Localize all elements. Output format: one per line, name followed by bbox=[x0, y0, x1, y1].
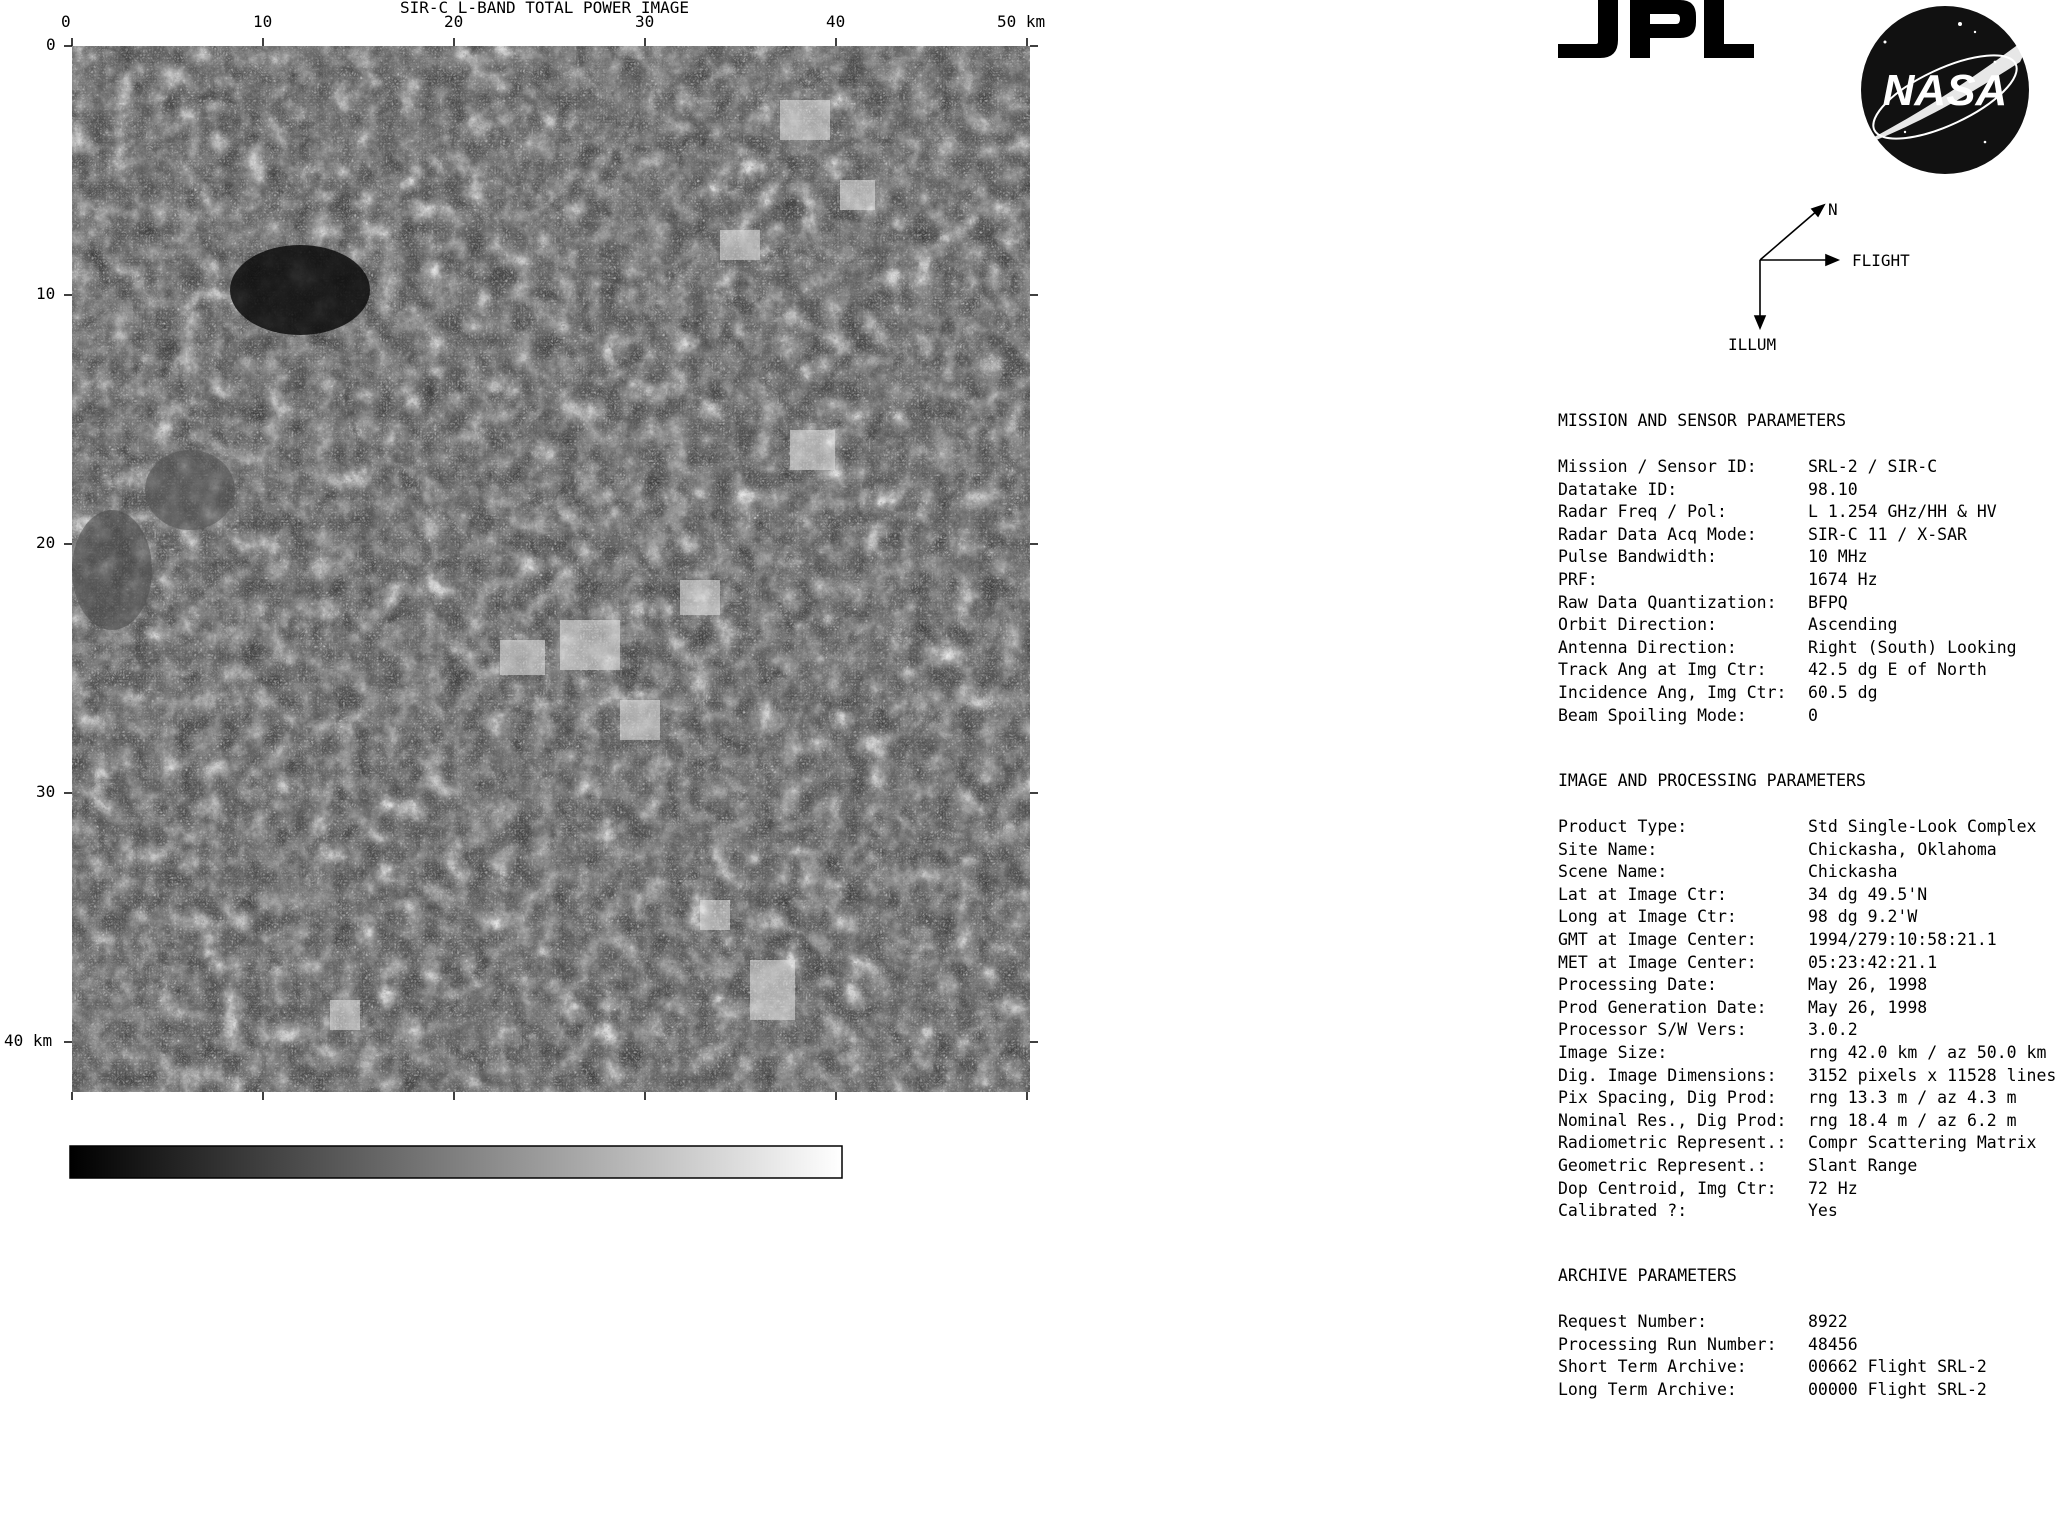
smooth-patch bbox=[72, 510, 152, 630]
param-label: Long at Image Ctr: bbox=[1558, 907, 1737, 927]
param-value: 48456 bbox=[1808, 1334, 1858, 1354]
param-label: Image Size: bbox=[1558, 1043, 1668, 1062]
reservoir bbox=[230, 245, 370, 335]
param-label: Product Type: bbox=[1558, 817, 1688, 836]
param-value: Chickasha bbox=[1808, 862, 1898, 882]
param-row bbox=[1558, 593, 2048, 615]
param-label: Processing Date: bbox=[1558, 975, 1717, 995]
param-label: Pix Spacing, Dig Prod: bbox=[1558, 1088, 1777, 1108]
param-row bbox=[1558, 638, 2048, 660]
x-tick-label: 10 bbox=[253, 12, 273, 31]
param-row bbox=[1558, 1357, 2048, 1379]
param-label: Processor S/W Vers: bbox=[1558, 1020, 1747, 1040]
y-tick-label: 10 bbox=[36, 284, 56, 303]
y-tick-label: 30 bbox=[36, 782, 56, 801]
x-tick-label: 50 km bbox=[997, 12, 1046, 31]
param-row bbox=[1558, 953, 2048, 975]
param-value: Yes bbox=[1808, 1201, 1838, 1221]
param-value: L 1.254 GHz/HH & HV bbox=[1808, 502, 1997, 522]
param-value: 42.5 dg E of North bbox=[1808, 660, 1987, 680]
param-row bbox=[1558, 570, 2048, 592]
param-label: Orbit Direction: bbox=[1558, 615, 1717, 635]
section-title-image: IMAGE AND PROCESSING PARAMETERS bbox=[1558, 771, 1866, 790]
figure-graphics bbox=[0, 0, 1060, 1200]
param-row bbox=[1558, 930, 2048, 952]
param-label: Site Name: bbox=[1558, 839, 1658, 859]
flight-arrowhead bbox=[1826, 255, 1838, 265]
x-tick-label: 0 bbox=[61, 12, 71, 31]
param-row bbox=[1558, 683, 2048, 705]
param-row bbox=[1558, 907, 2048, 929]
param-row bbox=[1558, 840, 2048, 862]
smooth-patch bbox=[145, 450, 235, 530]
param-row bbox=[1558, 975, 2048, 997]
x-tick-label: 30 bbox=[635, 12, 655, 31]
param-value: BFPQ bbox=[1808, 592, 1848, 612]
param-value: 3152 pixels x 11528 lines bbox=[1808, 1065, 2056, 1085]
param-value: Right (South) Looking bbox=[1808, 637, 2017, 657]
param-label: Scene Name: bbox=[1558, 862, 1668, 882]
param-row bbox=[1558, 1201, 2048, 1223]
section-title-archive: ARCHIVE PARAMETERS bbox=[1558, 1266, 1737, 1285]
nasa-logo-text: NASA bbox=[1882, 66, 2008, 115]
flight-label: FLIGHT bbox=[1852, 251, 1910, 270]
param-value: 60.5 dg bbox=[1808, 683, 1878, 702]
param-label: Calibrated ?: bbox=[1558, 1201, 1688, 1221]
grayscale-colorbar bbox=[70, 1146, 842, 1178]
param-value: 34 dg 49.5'N bbox=[1808, 884, 1928, 904]
param-value: 05:23:42:21.1 bbox=[1808, 952, 1938, 972]
param-label: Radiometric Represent.: bbox=[1558, 1133, 1787, 1153]
param-row bbox=[1558, 547, 2048, 569]
param-row bbox=[1558, 1133, 2048, 1155]
radar-figure bbox=[0, 0, 1060, 1200]
param-value: SRL-2 / SIR-C bbox=[1808, 457, 1938, 476]
param-label: Request Number: bbox=[1558, 1312, 1708, 1331]
param-row bbox=[1558, 998, 2048, 1020]
param-row bbox=[1558, 706, 2048, 728]
param-value: 8922 bbox=[1808, 1312, 1848, 1331]
param-label: Datatake ID: bbox=[1558, 479, 1678, 499]
orientation-diagram bbox=[1728, 190, 1958, 354]
param-value: 98.10 bbox=[1808, 479, 1858, 499]
param-label: Beam Spoiling Mode: bbox=[1558, 705, 1747, 725]
param-label: Radar Data Acq Mode: bbox=[1558, 524, 1757, 544]
param-value: rng 42.0 km / az 50.0 km bbox=[1808, 1043, 2047, 1062]
param-row bbox=[1558, 862, 2048, 884]
param-label: Processing Run Number: bbox=[1558, 1334, 1777, 1354]
param-row bbox=[1558, 885, 2048, 907]
param-row bbox=[1558, 457, 2048, 479]
param-row bbox=[1558, 1088, 2048, 1110]
param-label: Mission / Sensor ID: bbox=[1558, 457, 1757, 476]
figure-title: SIR-C L-BAND TOTAL POWER IMAGE bbox=[400, 0, 689, 17]
param-label: GMT at Image Center: bbox=[1558, 930, 1757, 949]
param-label: PRF: bbox=[1558, 570, 1598, 589]
param-value: rng 13.3 m / az 4.3 m bbox=[1808, 1088, 2017, 1108]
param-row bbox=[1558, 1043, 2048, 1065]
section-title-mission: MISSION AND SENSOR PARAMETERS bbox=[1558, 411, 1847, 430]
param-value: 3.0.2 bbox=[1808, 1020, 1858, 1040]
param-row bbox=[1558, 615, 2048, 637]
y-tick-label: 20 bbox=[36, 533, 56, 552]
parameters-sidebar bbox=[1558, 0, 2056, 1536]
param-label: Pulse Bandwidth: bbox=[1558, 547, 1717, 567]
param-row bbox=[1558, 1111, 2048, 1133]
param-label: Raw Data Quantization: bbox=[1558, 592, 1777, 612]
param-value: 0 bbox=[1808, 705, 1818, 725]
param-value: Slant Range bbox=[1808, 1156, 1918, 1175]
param-value: May 26, 1998 bbox=[1808, 997, 1928, 1017]
param-row bbox=[1558, 1065, 2056, 1088]
param-label: Dop Centroid, Img Ctr: bbox=[1558, 1178, 1777, 1198]
y-tick-label: 0 bbox=[46, 35, 56, 54]
x-tick-label: 20 bbox=[444, 12, 464, 31]
illum-arrowhead bbox=[1755, 316, 1765, 328]
param-value: Chickasha, Oklahoma bbox=[1808, 839, 1997, 859]
y-tick-label: 40 km bbox=[4, 1031, 53, 1050]
param-row bbox=[1558, 480, 2048, 502]
param-label: Geometric Represent.: bbox=[1558, 1156, 1767, 1175]
param-row bbox=[1558, 1020, 2048, 1042]
radar-image-texture bbox=[72, 46, 1030, 1092]
param-row bbox=[1558, 502, 2048, 524]
param-label: Lat at Image Ctr: bbox=[1558, 884, 1727, 904]
param-value: 1674 Hz bbox=[1808, 570, 1878, 589]
param-label: Prod Generation Date: bbox=[1558, 997, 1767, 1017]
param-value: 98 dg 9.2'W bbox=[1808, 907, 1918, 927]
param-row bbox=[1558, 1156, 2048, 1178]
param-row bbox=[1558, 660, 2048, 682]
param-label: MET at Image Center: bbox=[1558, 952, 1757, 972]
param-value: rng 18.4 m / az 6.2 m bbox=[1808, 1110, 2017, 1130]
param-label: Antenna Direction: bbox=[1558, 637, 1737, 657]
x-tick-label: 40 bbox=[826, 12, 846, 31]
param-value: 1994/279:10:58:21.1 bbox=[1808, 930, 1997, 949]
param-label: Short Term Archive: bbox=[1558, 1357, 1747, 1377]
param-label: Long Term Archive: bbox=[1558, 1379, 1737, 1399]
param-row bbox=[1558, 1380, 2048, 1402]
param-label: Radar Freq / Pol: bbox=[1558, 502, 1727, 522]
param-value: 10 MHz bbox=[1808, 547, 1868, 567]
param-value: Ascending bbox=[1808, 615, 1898, 635]
param-value: 00000 Flight SRL-2 bbox=[1808, 1379, 1987, 1399]
param-row bbox=[1558, 817, 2048, 839]
param-row bbox=[1558, 1179, 2048, 1201]
north-label: N bbox=[1828, 200, 1838, 219]
param-row bbox=[1558, 1312, 2048, 1334]
param-value: 00662 Flight SRL-2 bbox=[1808, 1357, 1987, 1377]
param-value: SIR-C 11 / X-SAR bbox=[1808, 524, 1967, 544]
param-value: Std Single-Look Complex bbox=[1808, 817, 2037, 836]
param-label: Incidence Ang, Img Ctr: bbox=[1558, 683, 1787, 702]
jpl-logo bbox=[1558, 0, 1754, 60]
param-label: Dig. Image Dimensions: bbox=[1558, 1065, 1777, 1085]
param-row bbox=[1558, 525, 2048, 547]
illum-label: ILLUM bbox=[1728, 335, 1777, 354]
param-value: 72 Hz bbox=[1808, 1178, 1858, 1198]
param-value: Compr Scattering Matrix bbox=[1808, 1133, 2037, 1153]
param-value: May 26, 1998 bbox=[1808, 975, 1928, 995]
param-label: Track Ang at Img Ctr: bbox=[1558, 660, 1767, 680]
nasa-logo bbox=[1845, 2, 2035, 177]
param-row bbox=[1558, 1335, 2048, 1357]
param-label: Nominal Res., Dig Prod: bbox=[1558, 1110, 1787, 1130]
